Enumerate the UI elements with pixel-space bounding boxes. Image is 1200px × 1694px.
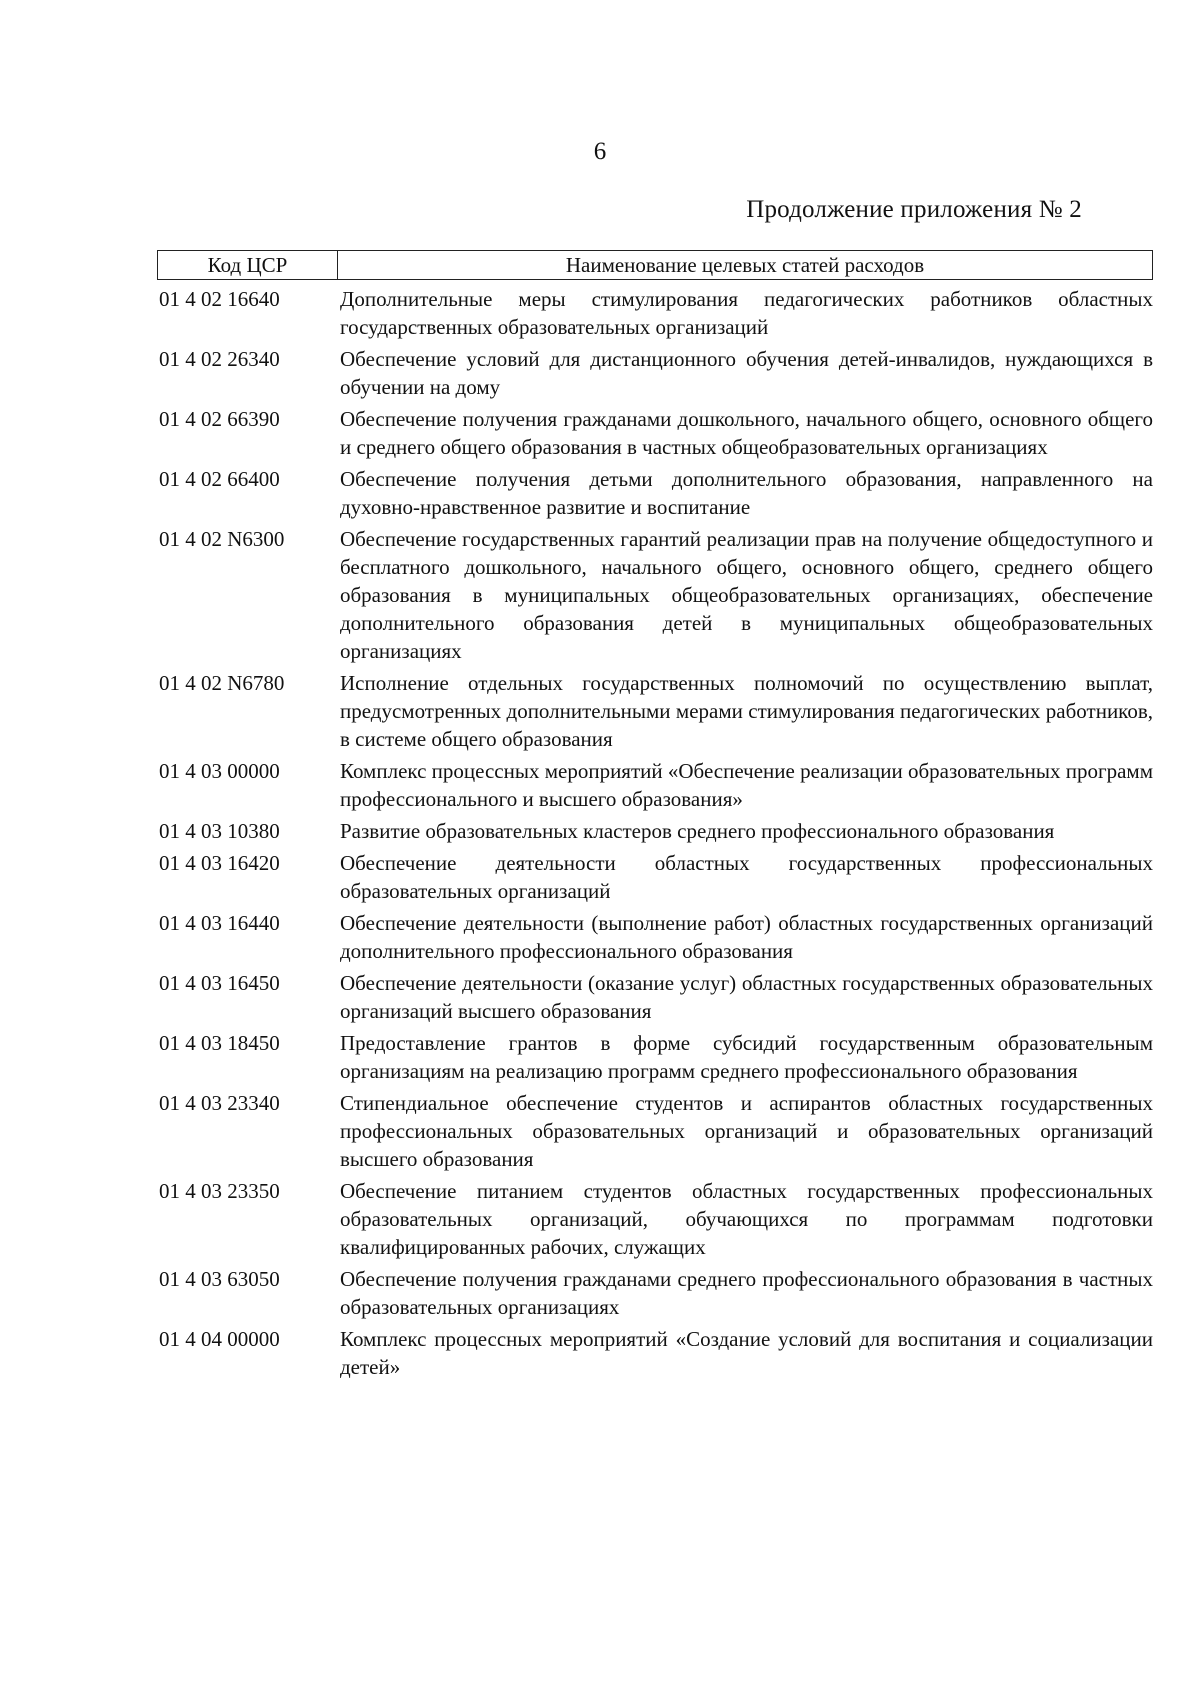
header-code: Код ЦСР — [158, 251, 338, 279]
row-code: 01 4 03 16420 — [159, 851, 280, 875]
row-code: 01 4 02 66390 — [159, 407, 280, 431]
row-code: 01 4 03 16440 — [159, 911, 280, 935]
table-row — [157, 817, 1153, 845]
table-row — [157, 1177, 1153, 1261]
page-number: 6 — [593, 138, 607, 165]
table-row — [157, 909, 1153, 965]
table-row — [157, 1325, 1153, 1381]
row-name: Обеспечение государственных гарантий реализации прав на получение общедоступного и бесплатного дошкольного, начального общего, основного общего, среднего общего образования в муниципальных общеобразовательных организациях, обеспечение дополнительного образования детей в муниципальных общеобразовательных организациях — [340, 527, 1153, 663]
row-code: 01 4 03 23340 — [159, 1091, 280, 1115]
table-row — [157, 1089, 1153, 1173]
table-row — [157, 1029, 1153, 1085]
row-name: Стипендиальное обеспечение студентов и аспирантов областных государственных профессиональных образовательных организаций и образовательных организаций высшего образования — [340, 1091, 1153, 1171]
row-code: 01 4 03 10380 — [159, 819, 280, 843]
row-code: 01 4 02 26340 — [159, 347, 280, 371]
row-code: 01 4 02 66400 — [159, 467, 280, 491]
table-row — [157, 969, 1153, 1025]
row-name: Обеспечение получения гражданами среднего профессионального образования в частных образовательных организациях — [340, 1267, 1153, 1319]
row-name: Обеспечение деятельности (выполнение работ) областных государственных организаций дополнительного профессионального образования — [340, 911, 1153, 963]
row-name: Обеспечение деятельности (оказание услуг) областных государственных образовательных организаций высшего образования — [340, 971, 1153, 1023]
table-row — [157, 345, 1153, 401]
table-row — [157, 285, 1153, 341]
table-row — [157, 405, 1153, 461]
row-name: Комплекс процессных мероприятий «Обеспечение реализации образовательных программ профессионального и высшего образования» — [340, 759, 1153, 811]
row-name: Обеспечение условий для дистанционного обучения детей-инвалидов, нуждающихся в обучении на дому — [340, 347, 1153, 399]
table-row — [157, 465, 1153, 521]
row-code: 01 4 03 63050 — [159, 1267, 280, 1291]
row-code: 01 4 04 00000 — [159, 1327, 280, 1351]
row-name: Обеспечение деятельности областных государственных профессиональных образовательных организаций — [340, 851, 1153, 903]
row-code: 01 4 03 00000 — [159, 759, 280, 783]
row-name: Обеспечение получения гражданами дошкольного, начального общего, основного общего и среднего общего образования в частных общеобразовательных организациях — [340, 407, 1153, 459]
row-name: Обеспечение питанием студентов областных государственных профессиональных образовательных организаций, обучающихся по программам подготовки квалифицированных рабочих, служащих — [340, 1179, 1153, 1259]
row-name: Развитие образовательных кластеров среднего профессионального образования — [340, 819, 1055, 843]
row-name: Обеспечение получения детьми дополнительного образования, направленного на духовно-нравственное развитие и воспитание — [340, 467, 1153, 519]
header-name: Наименование целевых статей расходов — [565, 253, 925, 277]
table-row — [157, 757, 1153, 813]
row-code: 01 4 03 23350 — [159, 1179, 280, 1203]
table-row — [157, 525, 1153, 665]
table-body — [157, 285, 1153, 1385]
row-name: Предоставление грантов в форме субсидий государственным образовательным организациям на реализацию программ среднего профессионального образования — [340, 1031, 1153, 1083]
row-code: 01 4 02 N6300 — [159, 527, 285, 551]
appendix-title: Продолжение приложения № 2 — [746, 196, 1082, 223]
row-code: 01 4 03 16450 — [159, 971, 280, 995]
row-code: 01 4 03 18450 — [159, 1031, 280, 1055]
row-code: 01 4 02 N6780 — [159, 671, 285, 695]
row-code: 01 4 02 16640 — [159, 287, 280, 311]
row-name: Комплекс процессных мероприятий «Создание условий для воспитания и социализации детей» — [340, 1327, 1153, 1379]
table-header — [157, 250, 1153, 280]
table-row — [157, 669, 1153, 753]
row-name: Дополнительные меры стимулирования педагогических работников областных государственных образовательных организаций — [340, 287, 1153, 339]
table-row — [157, 1265, 1153, 1321]
row-name: Исполнение отдельных государственных полномочий по осуществлению выплат, предусмотренных дополнительными мерами стимулирования педагогических работников, в системе общего образования — [340, 671, 1153, 751]
table-row — [157, 849, 1153, 905]
